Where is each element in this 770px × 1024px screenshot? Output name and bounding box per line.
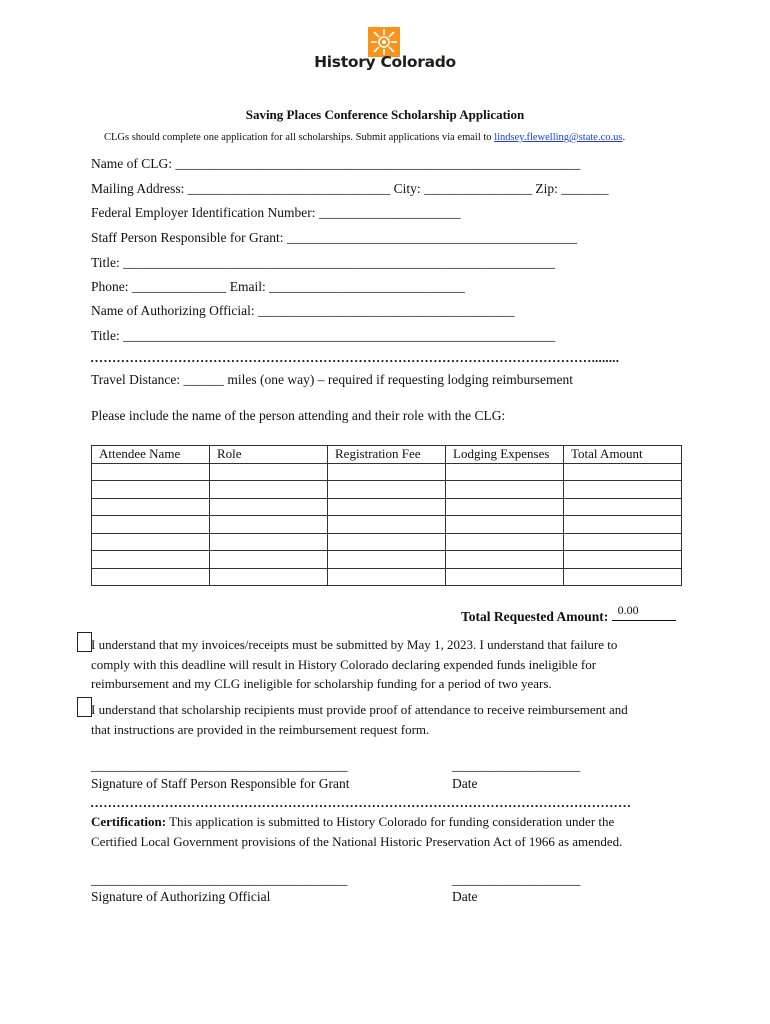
- staff-signature-label: Signature of Staff Person Responsible for Grant: [91, 776, 350, 791]
- staff-date-line[interactable]: ___________________: [452, 758, 581, 773]
- table-cell[interactable]: [446, 568, 564, 586]
- table-cell[interactable]: [210, 516, 328, 534]
- table-cell[interactable]: [92, 568, 210, 586]
- attendee-table: [91, 445, 682, 586]
- table-row: [92, 533, 682, 551]
- subtitle-suffix: .: [622, 132, 626, 143]
- table-cell[interactable]: [446, 533, 564, 551]
- table-cell[interactable]: [210, 481, 328, 499]
- table-cell[interactable]: [92, 498, 210, 516]
- table-cell[interactable]: [446, 516, 564, 534]
- table-cell[interactable]: [564, 568, 682, 586]
- table-cell[interactable]: [446, 481, 564, 499]
- official-title-field[interactable]: Title: ________________________________________________________________: [91, 328, 556, 343]
- table-cell[interactable]: [564, 551, 682, 569]
- table-cell[interactable]: [328, 533, 446, 551]
- form-subtitle: [104, 132, 625, 143]
- column-header: Role: [210, 446, 328, 464]
- email-link[interactable]: lindsey.flewelling@state.co.us: [494, 132, 623, 143]
- table-row: [92, 568, 682, 586]
- clg-name-field[interactable]: Name of CLG: ____________________________________________________________: [91, 156, 581, 171]
- official-signature-line[interactable]: ______________________________________: [91, 872, 348, 887]
- staff-date-label: Date: [452, 776, 478, 791]
- table-cell[interactable]: [328, 568, 446, 586]
- table-cell[interactable]: [446, 498, 564, 516]
- table-cell[interactable]: [92, 551, 210, 569]
- ack2-checkbox[interactable]: [77, 697, 92, 717]
- table-row: [92, 463, 682, 481]
- table-cell[interactable]: [328, 498, 446, 516]
- total-amount-field[interactable]: [612, 603, 676, 621]
- ack2-line: I understand that scholarship recipients must provide proof of attendance to receive reimbursement and: [91, 702, 628, 717]
- staff-person-field[interactable]: Staff Person Responsible for Grant: ___________________________________________: [91, 230, 578, 245]
- table-cell[interactable]: [328, 516, 446, 534]
- table-row: [92, 498, 682, 516]
- ack2-text: [91, 700, 628, 739]
- subtitle-text: CLGs should complete one application for all scholarships. Submit applications via email to: [104, 132, 495, 143]
- certification-line: [91, 812, 622, 832]
- table-cell[interactable]: [446, 551, 564, 569]
- table-cell[interactable]: [328, 481, 446, 499]
- table-row: [92, 551, 682, 569]
- ack1-checkbox[interactable]: [77, 632, 92, 652]
- table-row: [92, 516, 682, 534]
- table-instruction: Please include the name of the person attending and their role with the CLG:: [91, 408, 506, 423]
- phone-email-field[interactable]: Phone: ______________ Email: _____________________________: [91, 279, 465, 294]
- table-cell[interactable]: [210, 568, 328, 586]
- table-cell[interactable]: [328, 463, 446, 481]
- certification-divider: ……………………………………………………………………………………………………………: [90, 795, 632, 810]
- ack1-line: I understand that my invoices/receipts must be submitted by May 1, 2023. I understand that failure to: [91, 637, 618, 652]
- table-cell[interactable]: [328, 551, 446, 569]
- ack2-line: that instructions are provided in the reimbursement request form.: [91, 721, 430, 737]
- table-cell[interactable]: [564, 498, 682, 516]
- column-header: Lodging Expenses: [446, 446, 564, 464]
- ack1-line: comply with this deadline will result in History Colorado declaring expended funds ineligible for: [91, 656, 597, 672]
- table-cell[interactable]: [92, 533, 210, 551]
- column-header: Registration Fee: [328, 446, 446, 464]
- staff-signature-line[interactable]: ______________________________________: [91, 758, 348, 773]
- table-cell[interactable]: [210, 551, 328, 569]
- table-cell[interactable]: [92, 481, 210, 499]
- total-label: Total Requested Amount:: [461, 609, 609, 624]
- official-date-line[interactable]: ___________________: [452, 872, 581, 887]
- table-cell[interactable]: [564, 533, 682, 551]
- table-cell[interactable]: [564, 516, 682, 534]
- ack1-text: [91, 635, 617, 694]
- table-row: [92, 481, 682, 499]
- table-header-row: [92, 446, 682, 464]
- form-title: Saving Places Conference Scholarship Application: [245, 107, 525, 122]
- staff-title-field[interactable]: Title: ________________________________________________________________: [91, 255, 556, 270]
- column-header: Total Amount: [564, 446, 682, 464]
- total-amount-value: 0.00: [617, 603, 639, 617]
- table-cell[interactable]: [92, 516, 210, 534]
- table-cell[interactable]: [210, 463, 328, 481]
- certification-heading: Certification:: [91, 814, 167, 829]
- logo-text: History Colorado: [314, 53, 456, 71]
- table-cell[interactable]: [92, 463, 210, 481]
- table-cell[interactable]: [446, 463, 564, 481]
- mailing-address-field[interactable]: Mailing Address: ______________________________ City: ________________ Zip: _______: [91, 181, 609, 196]
- certification-line-text: This application is submitted to History Colorado for funding consideration under the: [166, 814, 615, 829]
- table-cell[interactable]: [564, 463, 682, 481]
- table-cell[interactable]: [210, 498, 328, 516]
- authorizing-official-field[interactable]: Name of Authorizing Official: ______________________________________: [91, 303, 515, 318]
- table-cell[interactable]: [564, 481, 682, 499]
- total-requested: [461, 603, 676, 625]
- section-divider: ……………………………………………………………………………………………………........: [90, 350, 620, 365]
- travel-distance-field[interactable]: Travel Distance: ______ miles (one way) – required if requesting lodging reimbursement: [91, 372, 574, 387]
- column-header: Attendee Name: [92, 446, 210, 464]
- table-cell[interactable]: [210, 533, 328, 551]
- ack1-line: reimbursement and my CLG ineligible for scholarship funding for a period of two years.: [91, 676, 552, 691]
- certification-text: [91, 812, 622, 851]
- certification-line: Certified Local Government provisions of the National Historic Preservation Act of 1966 as amended.: [91, 833, 623, 849]
- official-signature-label: Signature of Authorizing Official: [91, 889, 271, 904]
- official-date-label: Date: [452, 889, 478, 904]
- fein-field[interactable]: Federal Employer Identification Number: _____________________: [91, 205, 461, 220]
